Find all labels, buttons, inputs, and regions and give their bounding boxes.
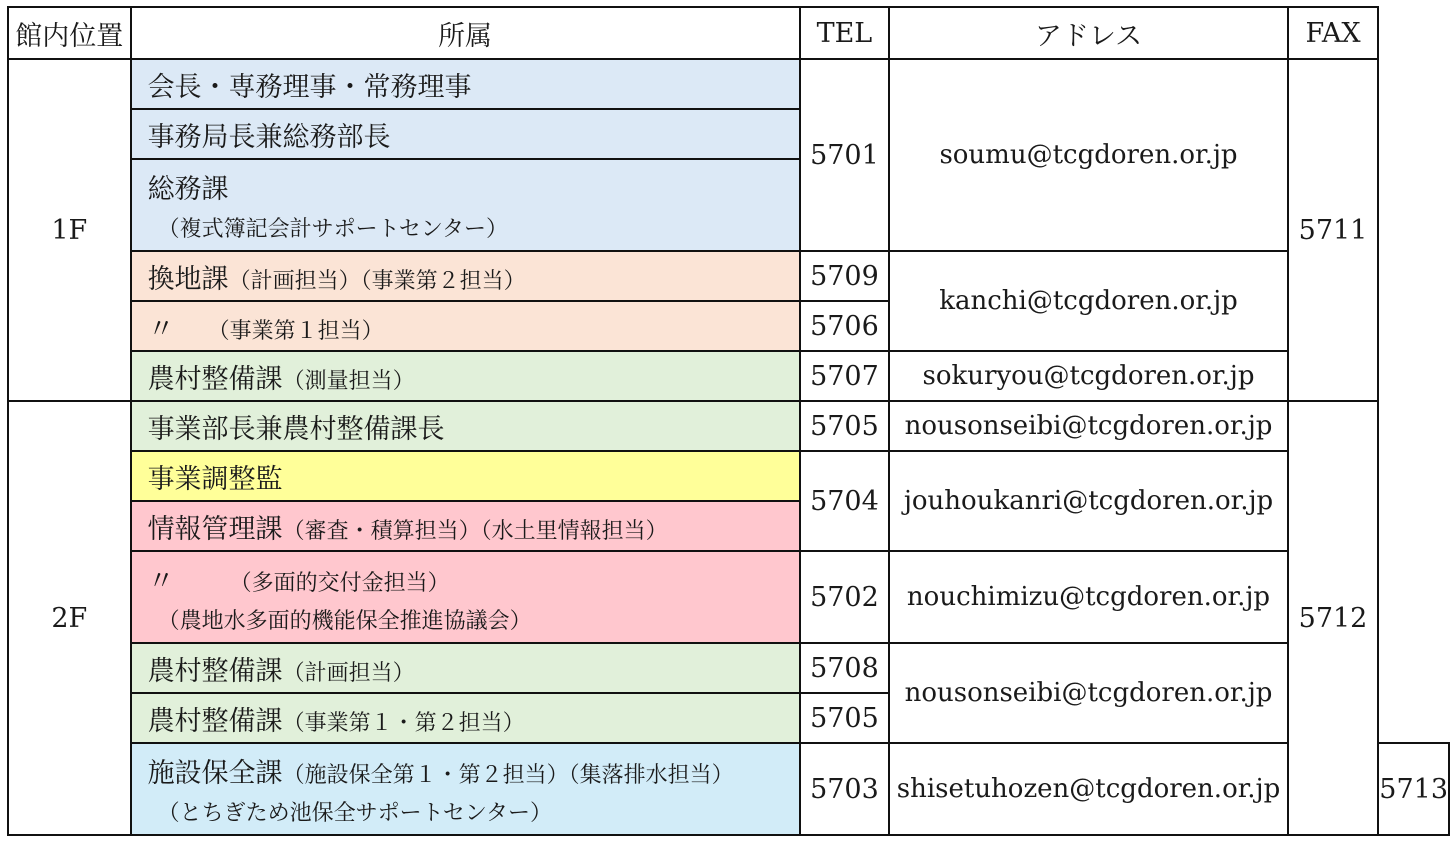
table-row (8, 643, 1449, 693)
email-cell: sokuryou@tcgdoren.or.jp (889, 351, 1287, 401)
dept-cell (131, 693, 800, 743)
fax-cell: 5712 (1288, 401, 1379, 835)
dept-name: 事業調整監 (147, 463, 283, 495)
contact-table (7, 6, 1450, 836)
dept-sub: （測量担当） (282, 368, 415, 394)
dept-name: 事務局長兼総務部長 (147, 121, 391, 153)
dept-note: （とちぎため池保全サポートセンター） (157, 801, 553, 826)
header-address: アドレス (889, 7, 1287, 59)
dept-cell (131, 451, 800, 501)
dept-cell (131, 109, 800, 159)
dept-cell (131, 301, 800, 351)
dept-cell (131, 159, 800, 251)
tel-cell: 5702 (800, 551, 890, 643)
dept-note: （複式簿記会計サポートセンター） (157, 217, 509, 242)
tel-cell: 5707 (800, 351, 890, 401)
header-row (8, 7, 1449, 59)
table-row (8, 251, 1449, 301)
email-cell: soumu@tcgdoren.or.jp (889, 59, 1287, 251)
dept-name: 会長・専務理事・常務理事 (147, 71, 472, 103)
dept-cell (131, 59, 800, 109)
header-dept: 所属 (131, 7, 800, 59)
tel-cell: 5708 (800, 643, 890, 693)
fax-cell: 5711 (1288, 59, 1379, 401)
header-floor: 館内位置 (8, 7, 131, 59)
tel-cell: 5704 (800, 451, 890, 551)
table-row (8, 59, 1449, 109)
dept-name: 〃 (147, 313, 175, 345)
dept-name: 農村整備課 (147, 705, 283, 737)
dept-note: （農地水多面的機能保全推進協議会） (157, 609, 532, 634)
email-cell: nousonseibi@tcgdoren.or.jp (889, 401, 1287, 451)
tel-cell: 5706 (800, 301, 890, 351)
fax-cell: 5713 (1378, 743, 1449, 835)
table-row (8, 743, 1449, 835)
dept-name: 総務課 (147, 174, 229, 205)
table-row (8, 351, 1449, 401)
tel-cell: 5709 (800, 251, 890, 301)
dept-cell (131, 251, 800, 301)
floor-2f: 2F (8, 401, 131, 835)
email-cell: nousonseibi@tcgdoren.or.jp (889, 643, 1287, 743)
dept-cell (131, 501, 800, 551)
dept-sub: （事業第１担当） (174, 318, 384, 344)
dept-name: 換地課 (147, 263, 229, 295)
dept-cell (131, 643, 800, 693)
dept-sub: （事業第１・第２担当） (282, 710, 525, 736)
dept-sub: （施設保全第１・第２担当）（集落排水担当） (282, 763, 734, 788)
dept-cell (131, 551, 800, 643)
dept-sub: （計画担当）（事業第２担当） (228, 268, 526, 294)
tel-cell: 5701 (800, 59, 890, 251)
dept-cell (131, 743, 800, 835)
floor-1f: 1F (8, 59, 131, 401)
header-tel: TEL (800, 7, 890, 59)
dept-sub: （審査・積算担当）（水土里情報担当） (282, 518, 668, 544)
dept-cell (131, 401, 800, 451)
table-row (8, 551, 1449, 643)
dept-name: 農村整備課 (147, 363, 283, 395)
dept-cell (131, 351, 800, 401)
dept-name: 農村整備課 (147, 655, 283, 687)
table-row (8, 401, 1449, 451)
dept-name: 情報管理課 (147, 513, 283, 545)
tel-cell: 5705 (800, 693, 890, 743)
tel-cell: 5705 (800, 401, 890, 451)
table-row (8, 451, 1449, 501)
dept-name: 施設保全課 (147, 758, 283, 789)
dept-sub: （多面的交付金担当） (174, 571, 450, 596)
tel-cell: 5703 (800, 743, 890, 835)
dept-sub: （計画担当） (282, 660, 415, 686)
email-cell: nouchimizu@tcgdoren.or.jp (889, 551, 1287, 643)
header-fax: FAX (1288, 7, 1379, 59)
email-cell: jouhoukanri@tcgdoren.or.jp (889, 451, 1287, 551)
dept-name: 事業部長兼農村整備課長 (147, 413, 445, 445)
contact-table-wrapper (7, 6, 1450, 836)
email-cell: kanchi@tcgdoren.or.jp (889, 251, 1287, 351)
dept-name: 〃 (147, 566, 175, 597)
email-cell: shisetuhozen@tcgdoren.or.jp (889, 743, 1287, 835)
